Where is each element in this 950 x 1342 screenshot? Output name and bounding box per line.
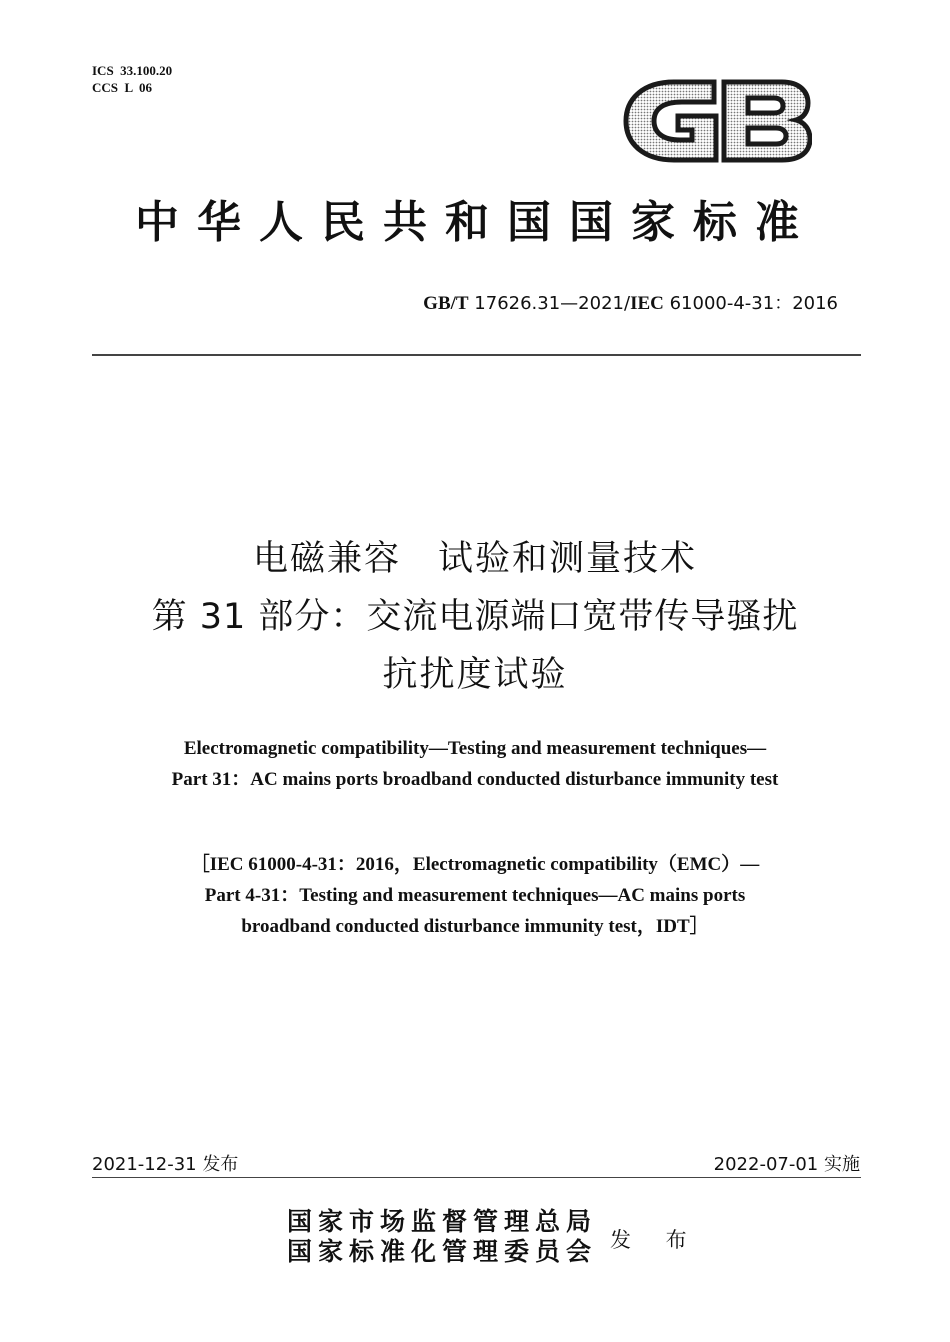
standard-number-middle: 17626.31—2021/ [468, 293, 631, 314]
ccs-code: CCS L 06 [92, 80, 152, 95]
chinese-title-line-3: 抗扰度试验 [382, 655, 568, 695]
implementation-date: 2022-07-01 实施 [713, 1154, 860, 1175]
issue-date: 2021-12-31 发布 [92, 1154, 239, 1175]
classification-codes [92, 62, 172, 96]
english-title-line-1: Electromagnetic compatibility—Testing and measurement techniques— [183, 738, 767, 759]
english-title-line-2: Part 31：AC mains ports broadband conducted disturbance immunity test [171, 769, 779, 790]
national-standard-title: 中华人民共和国国家标准 [135, 197, 817, 248]
adoption-note-line-2: Part 4-31：Testing and measurement techniques—AC mains ports [204, 885, 746, 906]
issuer-line-2: 国家标准化管理委员会 [287, 1237, 598, 1266]
adoption-note-line-1: ［IEC 61000-4-31：2016，Electromagnetic compatibility（EMC）— [190, 854, 760, 875]
standard-iec: IEC [630, 293, 664, 314]
standard-prefix: GB/T [423, 293, 469, 314]
bottom-divider [92, 1177, 861, 1178]
ics-code: ICS 33.100.20 [92, 63, 173, 78]
standard-number-suffix: 61000-4-31：2016 [663, 293, 838, 314]
adoption-note-line-3: broadband conducted disturbance immunity test，IDT］ [241, 916, 709, 937]
gb-logo [622, 72, 812, 170]
chinese-title-line-1: 电磁兼容 试验和测量技术 [252, 539, 697, 579]
top-divider [92, 354, 861, 356]
issuer-line-1: 国家市场监督管理总局 [287, 1207, 598, 1236]
issue-action: 发 布 [610, 1228, 701, 1252]
standard-number [423, 289, 838, 315]
chinese-title-line-2: 第 31 部分：交流电源端口宽带传导骚扰 [151, 597, 799, 637]
